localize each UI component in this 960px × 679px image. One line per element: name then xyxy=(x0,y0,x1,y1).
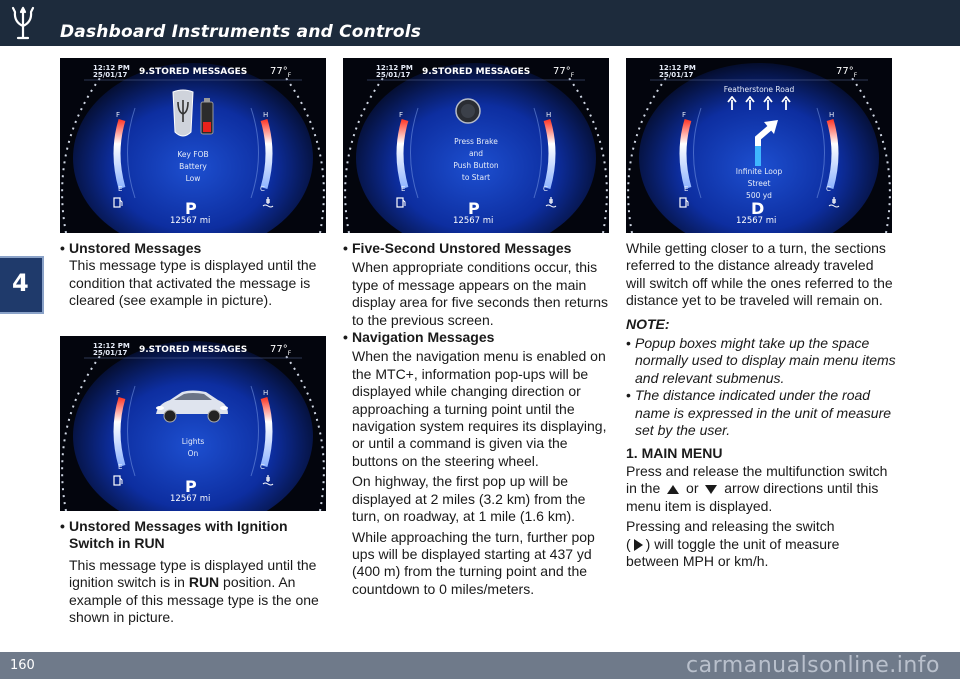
cluster-message-line: Lights xyxy=(181,437,205,446)
cluster-message-line: Low xyxy=(185,174,201,183)
gear-indicator: P xyxy=(185,477,197,496)
right-arrow-icon xyxy=(634,539,643,551)
fuel-full-label: F xyxy=(399,111,404,119)
temp-value: 77° xyxy=(270,66,288,77)
para-navigation-3: While approaching the turn, further pop ups will be displayed starting at 437 yd (400 m) from the turning point and the countdown to 0 miles/meters. xyxy=(352,528,595,597)
temp-cold-label: C xyxy=(260,185,265,193)
down-arrow-icon xyxy=(705,485,717,494)
para-text: Press and release the multifunction switch in the xyxy=(626,462,888,497)
gear-indicator: D xyxy=(751,199,765,218)
para-navigation-2: On highway, the first pop up will be displayed at 2 miles (3.2 km) from the turn, on roadway, at 1 mile (1.6 km). xyxy=(352,473,586,525)
page-footer xyxy=(0,652,960,679)
column-2 xyxy=(343,240,611,598)
column-1-bottom xyxy=(60,518,330,626)
para-text: or xyxy=(686,480,699,497)
temp-value: 77° xyxy=(553,66,571,77)
heading-unstored-ignition: • Unstored Messages with Ignition Switch in RUN xyxy=(60,518,330,553)
coolant-temp-icon xyxy=(828,196,840,208)
para-text: Pressing and releasing the switch xyxy=(626,518,835,535)
temp-hot-label: H xyxy=(263,389,269,397)
column-1-top xyxy=(60,240,330,310)
cluster-date: 25/01/17 xyxy=(93,71,128,79)
page-number: 160 xyxy=(10,658,35,673)
cluster-image-lights xyxy=(60,336,326,511)
run-text: RUN xyxy=(188,574,220,591)
cluster-header: 9.STORED MESSAGES xyxy=(139,67,248,77)
trident-logo xyxy=(8,6,38,40)
cluster-image-key-fob xyxy=(60,58,326,233)
fuel-empty-label: E xyxy=(684,185,689,193)
cluster-temperature xyxy=(553,66,574,79)
turn-right-arrow-icon xyxy=(752,116,782,166)
odometer: 12567 mi xyxy=(170,494,211,504)
fuel-empty-label: E xyxy=(401,185,406,193)
cluster-message-line: Street xyxy=(747,179,771,188)
fuel-pump-icon xyxy=(395,196,407,208)
heading-five-second: • Five-Second Unstored Messages xyxy=(343,240,611,257)
para-five-second: When appropriate conditions occur, this type of message appears on the main display area for five seconds then returns to the previous screen. xyxy=(352,259,609,328)
cluster-message xyxy=(143,436,243,460)
cluster-temperature xyxy=(270,66,291,79)
cluster-image-start xyxy=(343,58,609,233)
odometer: 12567 mi xyxy=(170,216,211,226)
cluster-image-navigation xyxy=(626,58,892,233)
cluster-message xyxy=(426,136,526,184)
fuel-pump-icon xyxy=(678,196,690,208)
cluster-temperature xyxy=(270,344,291,357)
cluster-message-line: On xyxy=(187,449,199,458)
temp-unit: F xyxy=(287,72,292,79)
cluster-message-line: Key FOB xyxy=(177,150,209,159)
para-text: position. An example of this message type is the one shown in picture. xyxy=(69,574,319,626)
cluster-message-line: and xyxy=(468,149,484,158)
cluster-message-line: to Start xyxy=(461,173,491,182)
column-3 xyxy=(626,240,896,570)
para-unstored-messages: This message type is displayed until the condition that activated the message is cleared (see example in picture). xyxy=(69,257,317,309)
note-text: Popup boxes might take up the space normally used to display main menu items and relevant submenus. xyxy=(635,335,896,386)
cluster-message xyxy=(143,149,243,185)
para-unstored-ignition xyxy=(60,557,330,627)
cluster-time: 12:12 PM xyxy=(93,64,130,72)
cluster-date: 25/01/17 xyxy=(659,71,694,79)
note-label: NOTE: xyxy=(626,315,670,332)
chapter-number: 4 xyxy=(12,269,29,297)
cluster-message-line: Battery xyxy=(179,162,207,171)
para-text: ( xyxy=(626,535,631,552)
para-main-menu-2 xyxy=(626,518,896,570)
cluster-date: 25/01/17 xyxy=(376,71,411,79)
gear-indicator: P xyxy=(185,199,197,218)
key-fob-icon xyxy=(169,88,219,144)
page-title: Dashboard Instruments and Controls xyxy=(60,22,422,42)
para-text: ) will toggle the unit of measure between MPH or km/h. xyxy=(626,535,840,569)
temp-hot-label: H xyxy=(263,111,269,119)
temp-cold-label: C xyxy=(543,185,548,193)
para-turn-sections: While getting closer to a turn, the sections referred to the distance already traveled will switch off while the ones referred to the distance yet to be traveled will remain on. xyxy=(626,240,893,309)
fuel-full-label: F xyxy=(116,389,121,397)
coolant-temp-icon xyxy=(545,196,557,208)
fuel-full-label: F xyxy=(682,111,687,119)
heading-unstored-messages: • Unstored Messages xyxy=(60,240,330,257)
coolant-temp-icon xyxy=(262,196,274,208)
chapter-tab[interactable] xyxy=(0,256,44,314)
odometer: 12567 mi xyxy=(453,216,494,226)
cluster-date: 25/01/17 xyxy=(93,349,128,357)
fuel-empty-label: E xyxy=(118,185,123,193)
cluster-message-line: Push Button xyxy=(453,161,499,170)
main-menu-heading: 1. MAIN MENU xyxy=(626,445,723,462)
temp-value: 77° xyxy=(270,344,288,355)
watermark: carmanualsonline.info xyxy=(686,653,940,678)
note-item-2 xyxy=(626,387,896,439)
car-icon xyxy=(152,386,232,424)
temp-unit: F xyxy=(853,72,858,79)
start-button-icon xyxy=(455,98,481,124)
temp-hot-label: H xyxy=(546,111,552,119)
fuel-full-label: F xyxy=(116,111,121,119)
cluster-message xyxy=(709,166,809,202)
fuel-empty-label: E xyxy=(118,463,123,471)
temp-hot-label: H xyxy=(829,111,835,119)
odometer: 12567 mi xyxy=(736,216,777,226)
lane-arrows-icon xyxy=(726,96,792,110)
cluster-header: 9.STORED MESSAGES xyxy=(422,67,531,77)
cluster-message-line: 500 yd xyxy=(746,191,772,200)
temp-unit: F xyxy=(570,72,575,79)
cluster-road-name: Featherstone Road xyxy=(723,85,795,94)
para-text: This message type is displayed until the ignition switch is in xyxy=(69,556,317,591)
cluster-time: 12:12 PM xyxy=(93,342,130,350)
fuel-pump-icon xyxy=(112,196,124,208)
cluster-message-line: Press Brake xyxy=(454,137,498,146)
temp-cold-label: C xyxy=(260,463,265,471)
gear-indicator: P xyxy=(468,199,480,218)
note-item-1 xyxy=(626,335,896,387)
note-text: The distance indicated under the road name is expressed in the unit of measure set by the user. xyxy=(635,387,892,439)
para-text: arrow directions until this menu item is displayed. xyxy=(626,480,879,514)
cluster-header: 9.STORED MESSAGES xyxy=(139,345,248,355)
up-arrow-icon xyxy=(667,485,679,494)
heading-navigation: • Navigation Messages xyxy=(343,329,611,346)
page-header xyxy=(0,0,960,46)
coolant-temp-icon xyxy=(262,474,274,486)
cluster-temperature xyxy=(836,66,857,79)
fuel-pump-icon xyxy=(112,474,124,486)
cluster-time: 12:12 PM xyxy=(659,64,696,72)
temp-unit: F xyxy=(287,350,292,357)
para-navigation-1: When the navigation menu is enabled on the MTC+, information pop-ups will be displayed while changing direction or approaching a turning point until the navigation system requires its displaying, or until a command is given via the buttons on the steering wheel. xyxy=(352,348,607,469)
temp-cold-label: C xyxy=(826,185,831,193)
temp-value: 77° xyxy=(836,66,854,77)
cluster-time: 12:12 PM xyxy=(376,64,413,72)
para-main-menu-1 xyxy=(626,463,896,515)
cluster-message-line: Infinite Loop xyxy=(735,167,783,176)
